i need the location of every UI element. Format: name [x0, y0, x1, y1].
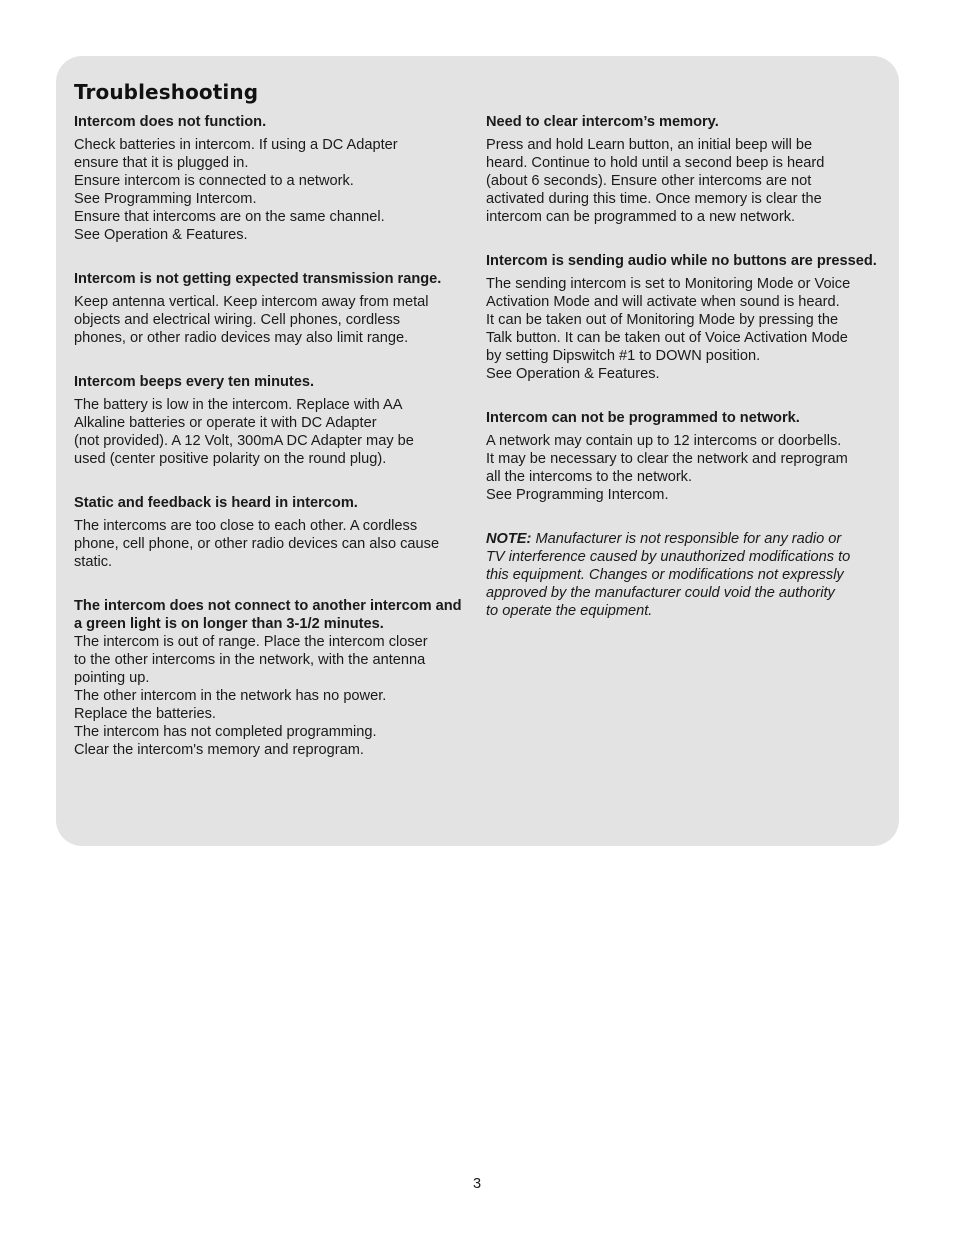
page-title: Troubleshooting	[74, 80, 259, 104]
section-heading: Need to clear intercom’s memory.	[486, 114, 719, 130]
note-label: NOTE:	[486, 531, 532, 547]
section-body: The sending intercom is set to Monitoring Mode or Voice Activation Mode and will activate when sound is heard. It can be taken out of Monitoring Mode by pressing the Talk button. It can be taken out of Voice Activation Mode by setting Dipswitch #1 to DOWN position. See Operation & Features.	[486, 276, 851, 382]
page-number: 3	[472, 1176, 482, 1192]
manufacturer-note	[486, 530, 884, 620]
section-body: The intercoms are too close to each other. A cordless phone, cell phone, or other radio devices can also cause static.	[74, 518, 440, 570]
right-column	[486, 113, 884, 620]
section-does-not-connect	[74, 597, 470, 759]
section-heading: Intercom beeps every ten minutes.	[74, 374, 315, 390]
section-intercom-not-functioning	[74, 113, 470, 244]
section-body: The battery is low in the intercom. Replace with AA Alkaline batteries or operate it with DC Adapter (not provided). A 12 Volt, 300mA DC Adapter may be used (center positive polarity on the round plug).	[74, 397, 414, 467]
section-static-feedback	[74, 494, 470, 571]
section-body: The intercom is out of range. Place the intercom closer to the other intercoms in the network, with the antenna pointing up. The other intercom in the network has no power. Replace the batteries. The intercom has not completed programming. Clear the intercom's memory and reprogram.	[74, 634, 428, 758]
section-sending-audio	[486, 252, 884, 383]
section-body: Keep antenna vertical. Keep intercom away from metal objects and electrical wiring. Cell phones, cordless phones, or other radio devices may also limit range.	[74, 294, 429, 346]
section-heading: Intercom can not be programmed to network.	[486, 410, 800, 426]
left-column	[74, 113, 470, 785]
section-body: A network may contain up to 12 intercoms or doorbells. It may be necessary to clear the network and reprogram all the intercoms to the network. See Programming Intercom.	[486, 433, 848, 503]
note-text: Manufacturer is not responsible for any radio or TV interference caused by unauthorized modifications to this equipment. Changes or modifications not expressly approved by the manufacturer could void the authority to operate the equipment.	[486, 531, 851, 619]
section-heading: Intercom is not getting expected transmission range.	[74, 271, 442, 287]
section-heading: Intercom does not function.	[74, 114, 267, 130]
section-heading: The intercom does not connect to another intercom and a green light is on longer than 3-1/2 minutes.	[74, 598, 462, 632]
section-transmission-range	[74, 270, 470, 347]
section-body: Check batteries in intercom. If using a DC Adapter ensure that it is plugged in. Ensure intercom is connected to a network. See Programming Intercom. Ensure that intercoms are on the same channel. See Operation & Features.	[74, 137, 398, 243]
section-heading: Static and feedback is heard in intercom.	[74, 495, 358, 511]
section-heading: Intercom is sending audio while no buttons are pressed.	[486, 253, 877, 269]
section-cannot-program	[486, 409, 884, 504]
section-beeps-every-ten-minutes	[74, 373, 470, 468]
section-clear-memory	[486, 113, 884, 226]
section-body: Press and hold Learn button, an initial beep will be heard. Continue to hold until a second beep is heard (about 6 seconds). Ensure other intercoms are not activated during this time. Once memory is clear the intercom can be programmed to a new network.	[486, 137, 825, 225]
